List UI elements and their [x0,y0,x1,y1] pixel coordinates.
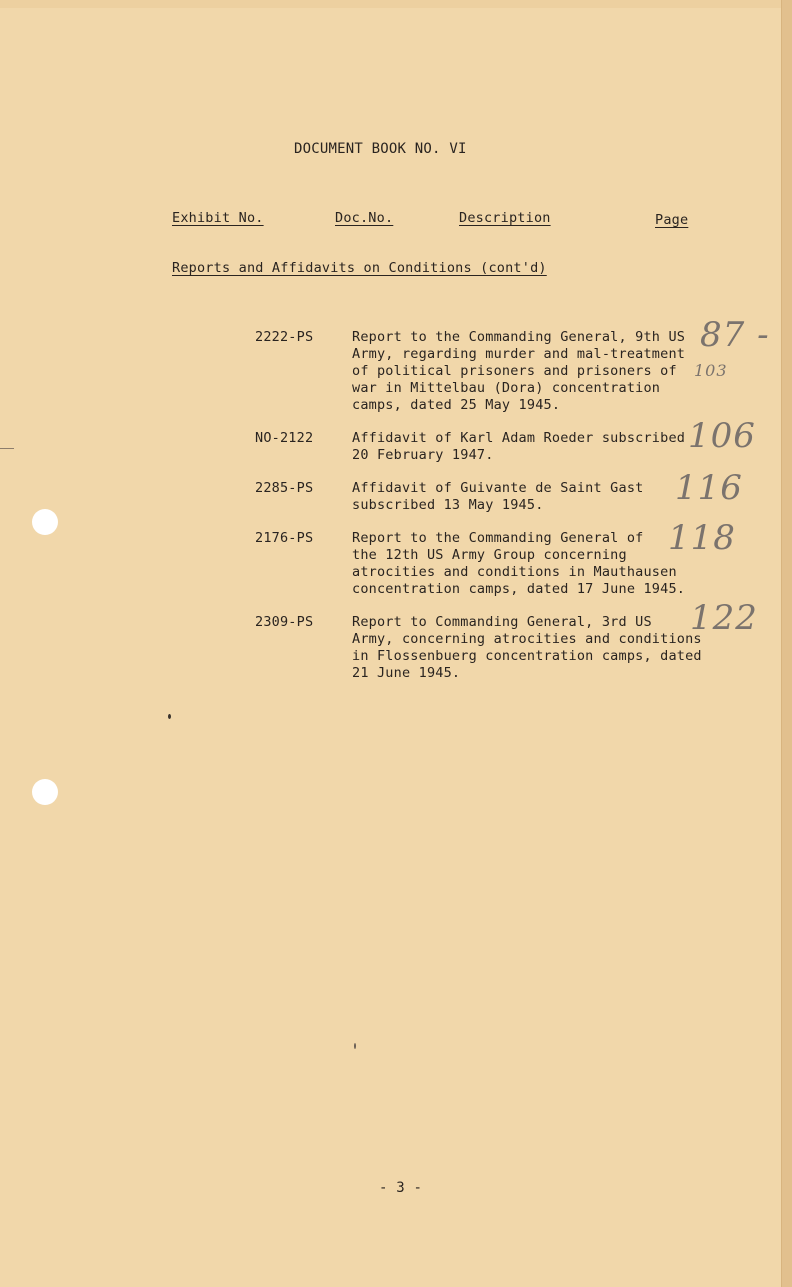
punch-hole-top [32,509,58,535]
column-header-page: Page [655,212,689,228]
entry-description: Affidavit of Karl Adam Roeder subscribed 20 February 1947. [352,430,686,463]
entry-description: Report to the Commanding General, 9th US Army, regarding murder and mal-treatment of political prisoners and prisoners of war in Mittelbau (Dora) concentration camps, dated 25 May 1945. [352,329,686,413]
ink-speck [354,1043,356,1049]
document-title: DOCUMENT BOOK NO. VI [294,141,467,157]
entry-doc-no: 2309-PS [255,614,314,630]
entry-description: Affidavit of Guivante de Saint Gast subscribed 13 May 1945. [352,480,644,513]
column-header-doc-no: Doc.No. [335,210,394,226]
entry-doc-no: 2285-PS [255,480,314,496]
page-number: - 3 - [379,1180,423,1196]
handwritten-page-number: 116 [675,468,743,508]
handwritten-page-number: 87 - [700,315,770,355]
ink-speck [168,714,171,719]
handwritten-page-number: 122 [690,598,758,638]
handwritten-page-number: 118 [668,518,736,558]
handwritten-page-number-end: 103 [694,361,728,380]
punch-hole-bottom [32,779,58,805]
section-heading: Reports and Affidavits on Conditions (cont'd) [172,260,547,276]
margin-mark [0,448,14,449]
entry-description: Report to the Commanding General of the 12th US Army Group concerning atrocities and conditions in Mauthausen concentration camps, dated 17 June 1945. [352,530,686,597]
paper-right-edge [781,0,792,1287]
column-header-description: Description [459,210,551,226]
entry-doc-no: 2222-PS [255,329,314,345]
entry-description: Report to Commanding General, 3rd US Army, concerning atrocities and conditions in Flossenbuerg concentration camps, dated 21 June 1945. [352,614,702,681]
handwritten-page-number: 106 [688,416,756,456]
column-header-exhibit: Exhibit No. [172,210,264,226]
paper-top-edge [0,0,792,8]
entry-doc-no: 2176-PS [255,530,314,546]
entry-doc-no: NO-2122 [255,430,314,446]
